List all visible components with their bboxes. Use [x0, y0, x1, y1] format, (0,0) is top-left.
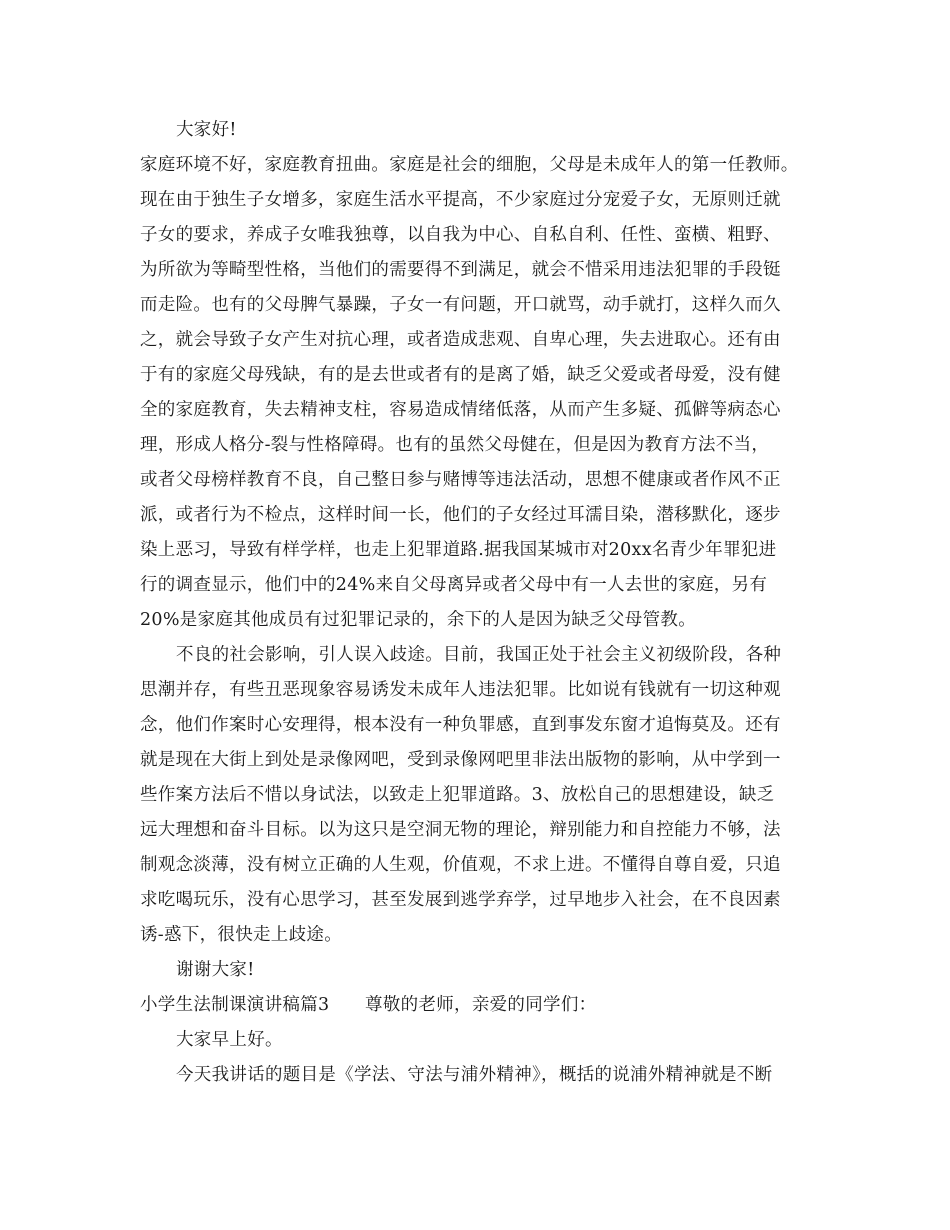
paragraph-line: 行的调查显示，他们中的24%来自父母离异或者父母中有一人去世的家庭，另有	[140, 575, 768, 595]
paragraph-line: 或者父母榜样教育不良，自己整日参与赌博等违法活动，思想不健康或者作风不正	[140, 470, 781, 490]
paragraph-line: 之，就会导致子女产生对抗心理，或者造成悲观、自卑心理，失去进取心。还有由	[140, 330, 781, 350]
greeting-line: 大家好!	[176, 120, 237, 140]
paragraph-line: 求吃喝玩乐，没有心思学习，甚至发展到逃学弃学，过早地步入社会，在不良因素	[140, 890, 781, 910]
paragraph-line: 全的家庭教育，失去精神支柱，容易造成情绪低落，从而产生多疑、孤僻等病态心	[140, 400, 781, 420]
paragraph-line: 派，或者行为不检点，这样时间一长，他们的子女经过耳濡目染，潜移默化，逐步	[140, 505, 781, 525]
paragraph-line: 制观念淡薄，没有树立正确的人生观，价值观，不求上进。不懂得自尊自爱，只追	[140, 855, 781, 875]
paragraph-line: 家庭环境不好，家庭教育扭曲。家庭是社会的细胞，父母是未成年人的第一任教师。	[140, 155, 799, 175]
paragraph-line: 不良的社会影响，引人误入歧途。目前，我国正处于社会主义初级阶段，各种	[176, 645, 782, 665]
paragraph-line: 于有的家庭父母残缺，有的是去世或者有的是离了婚，缺乏父爱或者母爱，没有健	[140, 365, 781, 385]
paragraph-line: 念，他们作案时心安理得，根本没有一种负罪感，直到事发东窗才追悔莫及。还有	[140, 715, 781, 735]
paragraph-line: 染上恶习，导致有样学样，也走上犯罪道路.据我国某城市对20xx名青少年罪犯进	[140, 540, 777, 560]
greeting-line: 大家早上好。	[176, 1030, 283, 1050]
paragraph-line: 理，形成人格分-裂与性格障碍。也有的虽然父母健在，但是因为教育方法不当，	[140, 435, 770, 455]
paragraph-line: 而走险。也有的父母脾气暴躁，子女一有问题，开口就骂，动手就打，这样久而久	[140, 295, 781, 315]
paragraph-line: 现在由于独生子女增多，家庭生活水平提高，不少家庭过分宠爱子女，无原则迁就	[140, 190, 781, 210]
paragraph-line: 诱-惑下，很快走上歧途。	[140, 925, 343, 945]
paragraph-line: 子女的要求，养成子女唯我独尊，以自我为中心、自私自利、任性、蛮横、粗野、	[140, 225, 781, 245]
paragraph-line: 今天我讲话的题目是《学法、守法与浦外精神》，概括的说浦外精神就是不断	[176, 1065, 773, 1085]
paragraph-line: 20%是家庭其他成员有过犯罪记录的，余下的人是因为缺乏父母管教。	[140, 610, 696, 630]
paragraph-line: 些作案方法后不惜以身试法，以致走上犯罪道路。3、放松自己的思想建设，缺乏	[140, 785, 775, 805]
paragraph-line: 就是现在大街上到处是录像网吧，受到录像网吧里非法出版物的影响，从中学到一	[140, 750, 781, 770]
section-heading: 小学生法制课演讲稿篇3 尊敬的老师，亲爱的同学们：	[140, 995, 597, 1015]
closing-line: 谢谢大家!	[176, 960, 255, 980]
paragraph-line: 思潮并存，有些丑恶现象容易诱发未成年人违法犯罪。比如说有钱就有一切这种观	[140, 680, 781, 700]
paragraph-line: 为所欲为等畸型性格，当他们的需要得不到满足，就会不惜采用违法犯罪的手段铤	[140, 260, 781, 280]
paragraph-line: 远大理想和奋斗目标。以为这只是空洞无物的理论，辩别能力和自控能力不够，法	[140, 820, 781, 840]
